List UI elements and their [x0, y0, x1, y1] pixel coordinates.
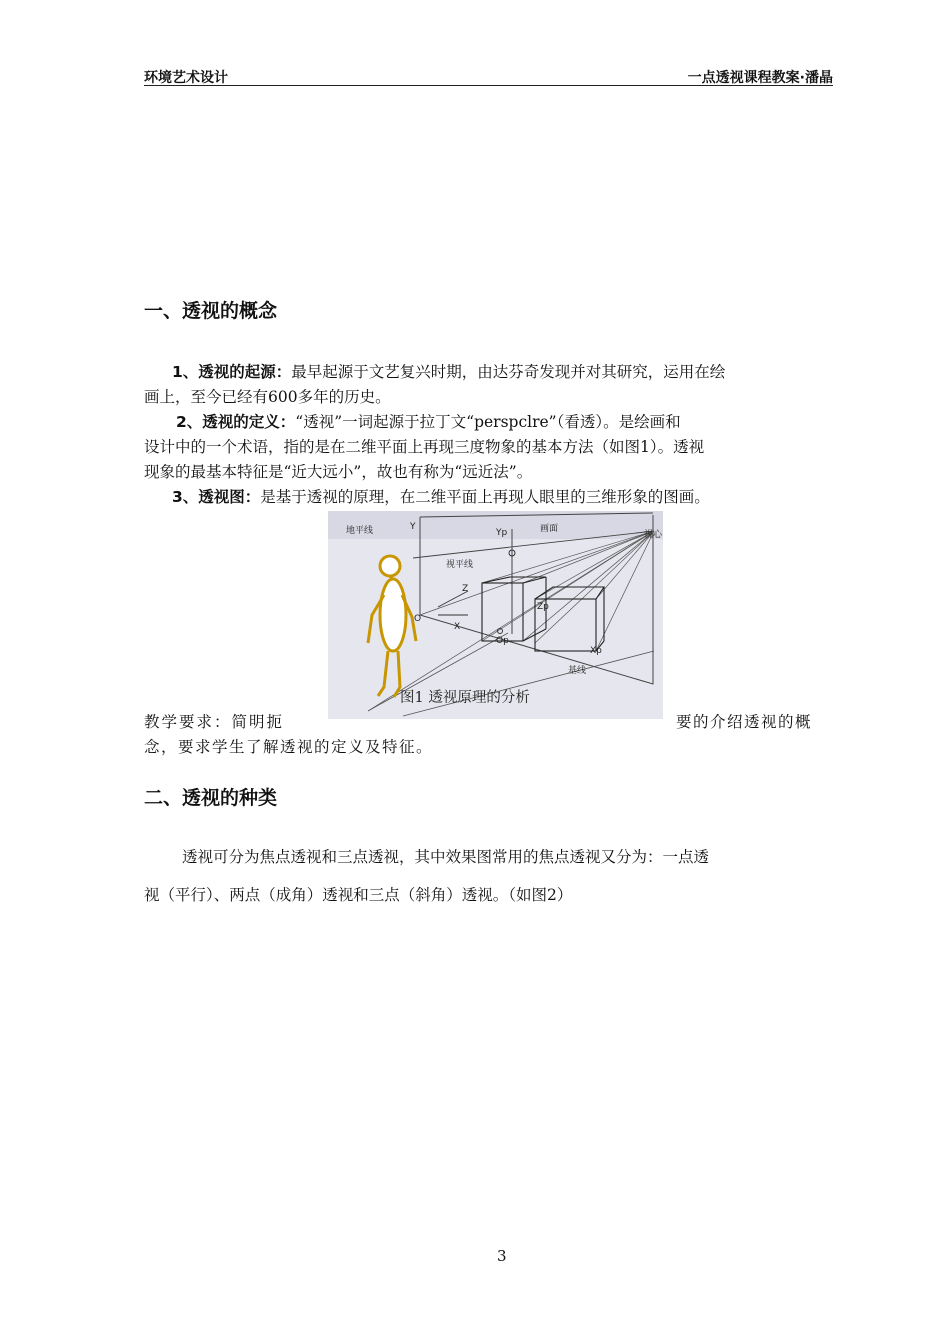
- teaching-requirement-right: 要的介绍透视的概: [676, 713, 813, 731]
- horizon-label: 地平线: [346, 526, 374, 536]
- types-paragraph-line-2: 视（平行）、两点（成角）透视和三点（斜角）透视。（如图2）: [144, 886, 573, 904]
- definition-label: 2、透视的定义：: [176, 413, 296, 431]
- definition-paragraph-line-2: 设计中的一个术语，指的是在二维平面上再现三度物象的基本方法（如图1）。透视: [144, 438, 705, 456]
- section-2-heading: 二、透视的种类: [144, 787, 278, 809]
- drawing-paragraph: [172, 485, 710, 510]
- definition-paragraph-line-3: 现象的最基本特征是“近大远小”，故也有称为“远近法”。: [144, 463, 533, 481]
- definition-text-1: “透视”一词起源于拉丁文“perspclre”（看透）。是绘画和: [295, 413, 681, 431]
- drawing-text: 是基于透视的原理，在二维平面上再现人眼里的三维形象的图画。: [260, 488, 710, 506]
- picture-plane-label: 画面: [540, 524, 559, 534]
- teaching-requirement-left: 教学要求：简明扼: [144, 713, 285, 731]
- axis-x-label: X: [454, 622, 461, 632]
- header-right-title: 一点透视课程教案·潘晶: [687, 70, 833, 86]
- eye-level-label: 视平线: [446, 560, 474, 570]
- baseline-label: 基线: [568, 666, 587, 676]
- axis-z-label: Z: [462, 584, 469, 594]
- types-paragraph-line-1: 透视可分为焦点透视和三点透视，其中效果图常用的焦点透视又分为：一点透: [182, 848, 710, 866]
- origin-text-1: 最早起源于文艺复兴时期，由达芬奇发现并对其研究，运用在绘: [291, 363, 726, 381]
- viewpoint-label: 视心: [644, 530, 663, 540]
- section-1-heading: 一、透视的概念: [144, 300, 278, 322]
- figure-1-caption: 图1 透视原理的分析: [400, 690, 530, 706]
- axis-yp-label: Yp: [496, 528, 508, 538]
- axis-y-label: Y: [410, 522, 416, 532]
- header-rule: [144, 85, 833, 86]
- teaching-requirement-line-2: 念，要求学生了解透视的定义及特征。: [144, 738, 434, 756]
- definition-paragraph-line-1: [176, 410, 681, 435]
- axis-xp-label: Xp: [590, 646, 602, 656]
- origin-paragraph-line-1: [172, 360, 832, 385]
- origin-label: 1、透视的起源：: [172, 363, 292, 381]
- drawing-label: 3、透视图：: [172, 488, 261, 506]
- page-number: 3: [497, 1247, 507, 1265]
- origin-o-label: O: [414, 614, 422, 624]
- header-left-title: 环境艺术设计: [144, 70, 228, 86]
- axis-zp-label: Zp: [537, 602, 549, 612]
- origin-paragraph-line-2: 画上，至今已经有600多年的历史。: [144, 388, 391, 406]
- origin-op-label: Op: [496, 636, 509, 646]
